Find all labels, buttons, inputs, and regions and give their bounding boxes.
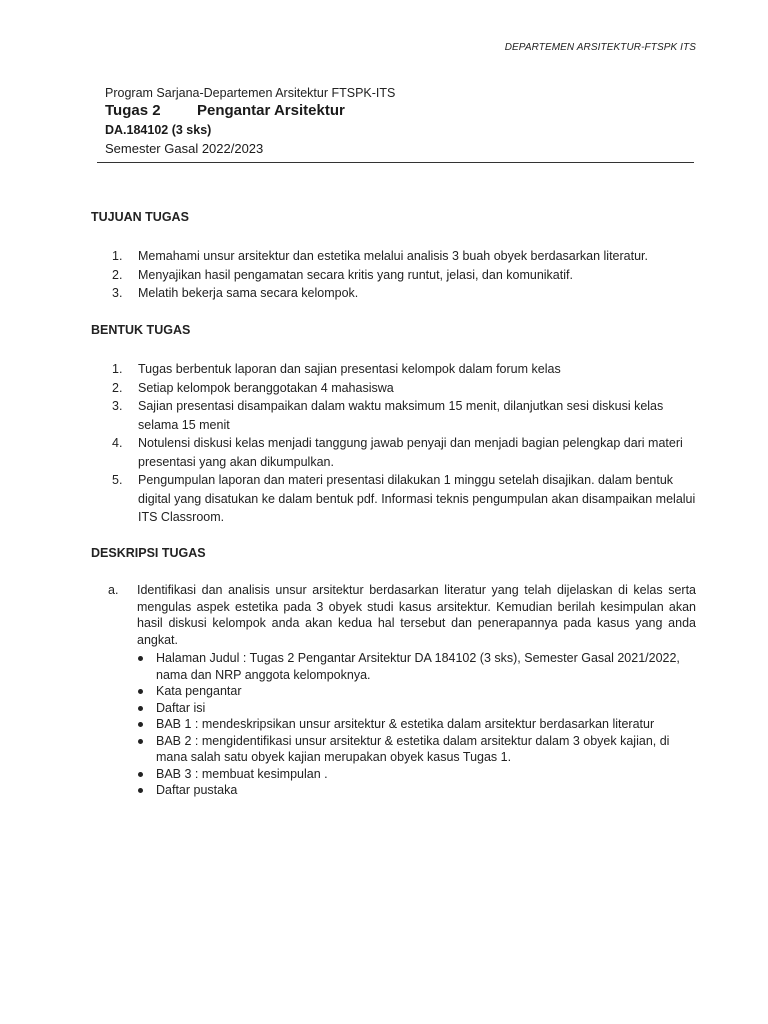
bullet-text: Halaman Judul : Tugas 2 Pengantar Arsitektur DA 184102 (3 sks), Semester Gasal 2021/2022, nama dan NRP anggota kelompoknya. [156,651,680,682]
bullet-icon [138,788,143,793]
bullet-item [138,716,696,733]
course-code: DA.184102 (3 sks) [105,123,212,137]
bullet-item [138,683,696,700]
list-item [112,360,697,379]
item-text: Memahami unsur arsitektur dan estetika melalui analisis 3 buah obyek berdasarkan literatur. [138,249,648,263]
deskripsi-heading: DESKRIPSI TUGAS [91,546,206,560]
list-item [112,471,697,527]
list-item [112,379,697,398]
bullet-text: Daftar pustaka [156,783,238,797]
item-text: Menyajikan hasil pengamatan secara kritis yang runtut, jelasi, dan komunikatif. [138,267,573,282]
title-divider [97,162,694,163]
bullet-text: Kata pengantar [156,684,242,698]
list-item [112,247,697,266]
item-text: Tugas berbentuk laporan dan sajian presentasi kelompok dalam forum kelas [138,362,561,376]
item-letter: a. [108,583,119,597]
item-number: 3. [112,399,123,413]
bullet-item [138,766,696,783]
item-number: 5. [112,473,123,487]
assignment-number: Tugas 2 [105,102,161,119]
item-text: Melatih bekerja sama secara kelompok. [138,286,359,300]
bullet-item [138,700,696,717]
item-number: 2. [112,380,123,395]
item-text: Notulensi diskusi kelas menjadi tanggung jawab penyaji dan menjadi bagian pelengkap dari materi presentasi yang akan dikumpulkan. [138,436,683,469]
semester-line: Semester Gasal 2022/2023 [105,141,264,156]
bullet-item [138,733,696,766]
item-number: 1. [112,249,123,263]
tujuan-list [112,247,697,303]
title-block [105,86,695,158]
bullet-icon [138,772,143,777]
bentuk-list [112,360,697,527]
bullet-item [138,782,696,799]
list-item [112,434,697,471]
item-text: Pengumpulan laporan dan materi presentasi dilakukan 1 minggu setelah disajikan. dalam bentuk digital yang disatukan ke dalam bentuk pdf. Informasi teknis pengumpulan akan disampaikan melalui ITS Classroom. [138,473,696,524]
deskripsi-bullets [108,650,696,799]
list-item [112,266,697,285]
deskripsi-block [108,582,696,799]
item-text: Setiap kelompok beranggotakan 4 mahasiswa [138,380,394,395]
bullet-icon [138,722,143,727]
program-line: Program Sarjana-Departemen Arsitektur FTSPK-ITS [105,86,396,100]
item-number: 4. [112,436,123,450]
item-number: 2. [112,267,123,282]
bullet-icon [138,689,143,694]
item-number: 1. [112,362,123,376]
bullet-icon [138,656,143,661]
bullet-text: BAB 2 : mengidentifikasi unsur arsitektur & estetika dalam arsitektur dalam 3 obyek kajian, di mana salah satu obyek kajian merupakan obyek kasus Tugas 1. [156,733,670,764]
bullet-icon [138,706,143,711]
deskripsi-text: Identifikasi dan analisis unsur arsitektur berdasarkan literatur yang telah dijelaskan di kelas serta mengulas aspek estetika pada 3 obyek studi kasus arsitektur. Kemudian berilah kesimpulan akan hasil diskusi kelompok anda akan kedua hal tersebut dan penerapannya pada kasus yang anda angkat. [137,583,696,647]
item-text: Sajian presentasi disampaikan dalam waktu maksimum 15 menit, dilanjutkan sesi diskusi kelas selama 15 menit [138,399,664,432]
course-title [105,102,695,120]
bullet-item [138,650,696,683]
deskripsi-item-a [108,582,696,648]
list-item [112,284,697,303]
bullet-text: Daftar isi [156,700,206,715]
bullet-text: BAB 1 : mendeskripsikan unsur arsitektur & estetika dalam arsitektur berdasarkan literatur [156,717,655,731]
bullet-text: BAB 3 : membuat kesimpulan . [156,766,328,781]
course-name: Pengantar Arsitektur [197,102,345,119]
department-header: DEPARTEMEN ARSITEKTUR-FTSPK ITS [504,42,696,53]
list-item [112,397,697,434]
bentuk-heading: BENTUK TUGAS [91,323,191,337]
tujuan-heading: TUJUAN TUGAS [91,210,189,224]
item-number: 3. [112,286,123,300]
bullet-icon [138,739,143,744]
